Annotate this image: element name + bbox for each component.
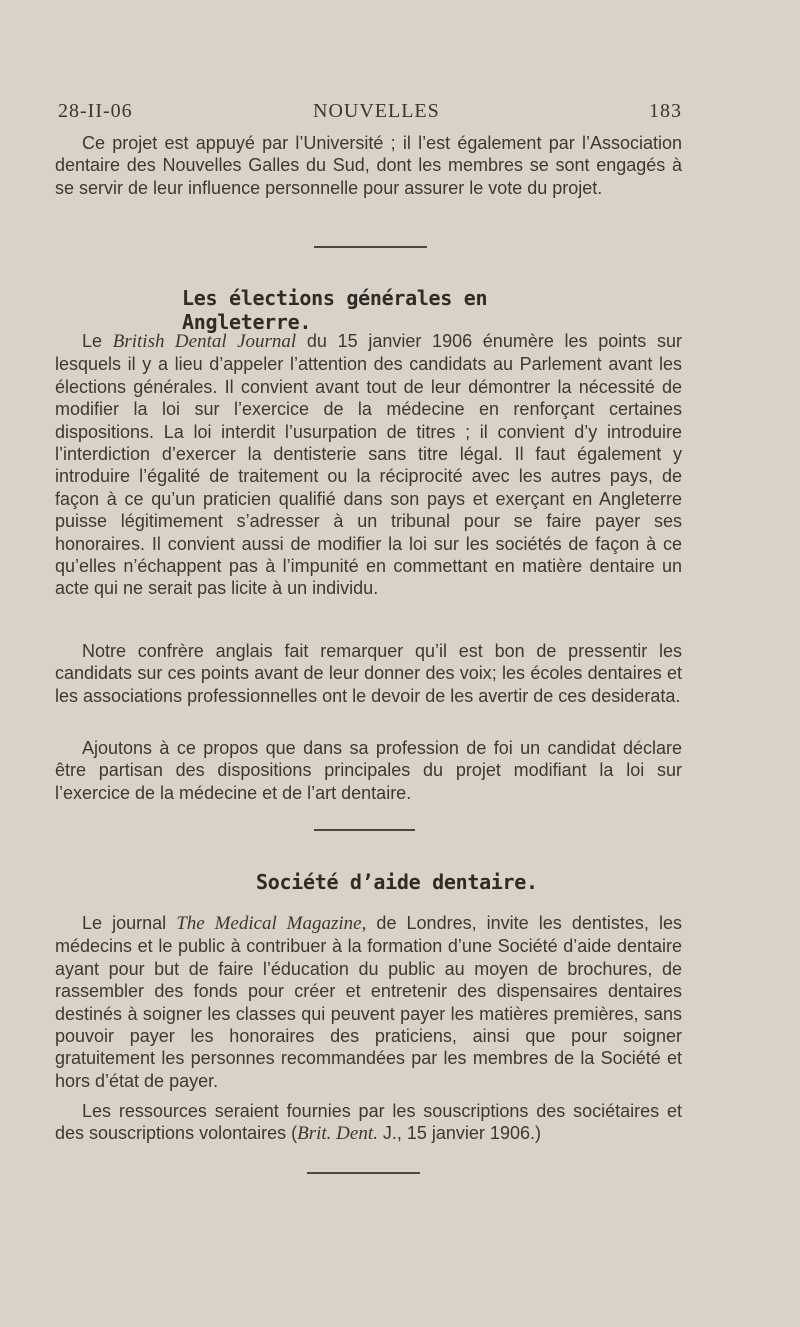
elections-paragraph-3: Ajoutons à ce propos que dans sa profession de foi un candidat déclare être partisan des dispositions principales du projet modifiant la loi sur l’exercice de la médecine et de l’art dentaire. bbox=[55, 738, 682, 803]
section-heading-societe: Société d’aide dentaire. bbox=[256, 870, 538, 894]
journal-title-medical-magazine: The Medical Magazine, bbox=[176, 913, 367, 934]
societe-p1-text: de Londres, invite les dentistes, les médecins et le public à contribuer à la formation d’une Société d’aide dentaire ayant pour but de faire l’éducation du public au moyen de brochures, de rassembler des fonds pour créer et entretenir des dispensaires dentaires destinés à soigner les classes qui peuvent payer les matières premières, sans pouvoir payer les honoraires des praticiens, ainsi que pour soigner gratuitement les personnes recommandées par les membres de la Société et hors d’état de payer. bbox=[55, 913, 683, 1091]
section-divider bbox=[314, 829, 415, 831]
journal-title-bdj: British Dental Journal bbox=[112, 331, 297, 352]
section-divider bbox=[314, 246, 427, 248]
elections-paragraph-1 bbox=[55, 330, 682, 600]
section-divider bbox=[307, 1172, 420, 1174]
societe-p2-lead: Les ressources seraient fournies par les souscriptions des sociétaires et des souscriptions volontaires ( bbox=[55, 1101, 682, 1144]
societe-paragraph-2 bbox=[55, 1100, 682, 1146]
societe-p2-end: J., 15 janvier 1906.) bbox=[377, 1123, 541, 1144]
societe-p1-lead: Le journal bbox=[82, 913, 177, 933]
elections-p1-text: du 15 janvier 1906 énumère les points sur lesquels il y a lieu d’appeler l’attention des candidats au Parlement avant les élections générales. Il convient avant tout de leur démontrer la nécessité de modifier la loi sur l’exercice de la médecine en renforçant certaines dispositions. La loi interdit l’usurpation de titres ; il convient d’y introduire l’interdiction d’exercer la dentisterie sans titre légal. Il faut également y introduire l’égalité de traitement ou la réciprocité avec les autres pays, de façon à ce qu’un praticien qualifié dans son pays et exerçant en Angleterre puisse légitimement s’adresser à un tribunal pour se faire payer ses honoraires. Il convient aussi de modifier la loi sur les sociétés de façon à ce qu’elles n’échappent pas à l’impunité en commettant en matière dentaire un acte qui ne serait pas licite à un individu. bbox=[55, 331, 682, 599]
source-citation: Brit. Dent. bbox=[297, 1123, 378, 1145]
intro-paragraph: Ce projet est appuyé par l’Université ; il l’est également par l’Association dentaire des Nouvelles Galles du Sud, dont les membres se sont engagés à se servir de leur influence personnelle pour assurer le vote du projet. bbox=[55, 133, 682, 198]
header-title: NOUVELLES bbox=[313, 100, 440, 122]
elections-p1-lead: Le bbox=[82, 331, 113, 351]
page-number: 183 bbox=[649, 100, 682, 122]
running-header bbox=[58, 100, 682, 130]
elections-paragraph-2: Notre confrère anglais fait remarquer qu’il est bon de pressentir les candidats sur ces points avant de leur donner des voix; les écoles dentaires et les associations professionnelles ont le devoir de les avertir de ces desiderata. bbox=[55, 641, 682, 706]
header-date: 28-II-06 bbox=[58, 100, 133, 122]
section-heading-elections: Les élections générales en Angleterre. bbox=[182, 286, 488, 334]
societe-paragraph-1 bbox=[55, 912, 682, 1092]
